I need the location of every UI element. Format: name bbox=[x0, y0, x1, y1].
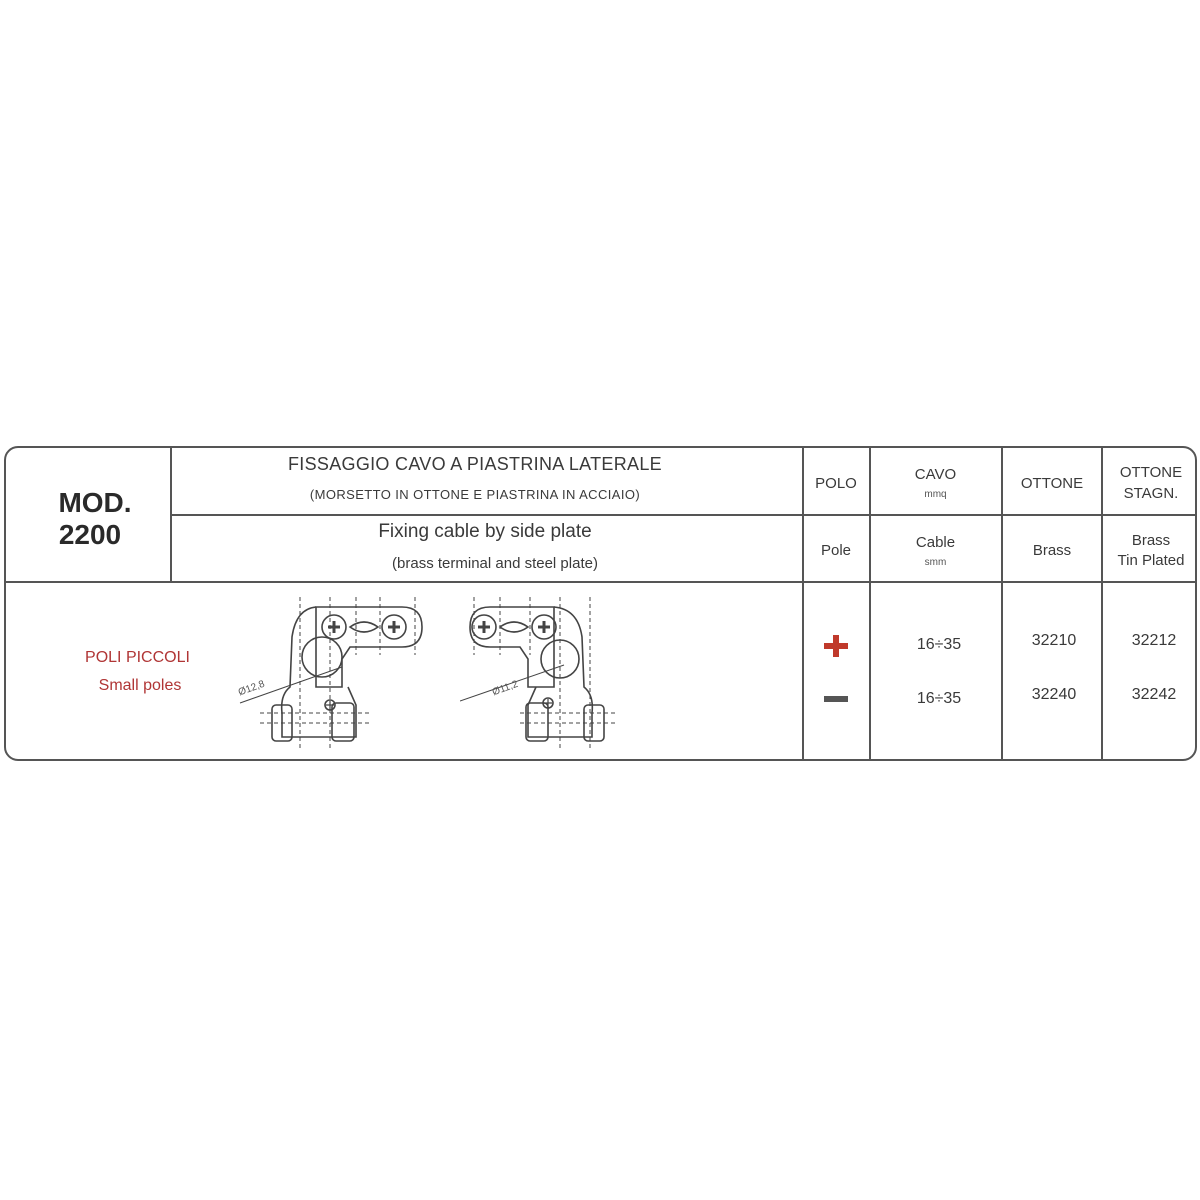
row1-tin-code: 32212 bbox=[1131, 632, 1177, 649]
left-diameter-label: Ø12,8 bbox=[236, 678, 267, 699]
row2-cable: 16÷35 bbox=[916, 690, 962, 707]
pole-header-en: Pole bbox=[820, 542, 852, 559]
pole-header-it: POLO bbox=[815, 475, 857, 492]
brass-header-en: Brass bbox=[1032, 542, 1072, 559]
row2-tin-code: 32242 bbox=[1131, 686, 1177, 703]
tin-header-it-line2: STAGN. bbox=[1123, 485, 1179, 502]
right-diameter-label: Ø11,2 bbox=[490, 678, 520, 699]
title-italian: FISSAGGIO CAVO A PIASTRINA LATERALE bbox=[288, 454, 662, 474]
cable-unit-it: mmq bbox=[924, 489, 947, 500]
divider-lang bbox=[171, 514, 1197, 516]
divider-brass bbox=[1001, 447, 1003, 760]
row2-brass-code: 32240 bbox=[1031, 686, 1077, 703]
terminal-drawing-right bbox=[460, 595, 620, 753]
subtitle-english: (brass terminal and steel plate) bbox=[392, 555, 598, 572]
model-label: MOD. bbox=[58, 487, 132, 518]
plus-pole-icon bbox=[824, 635, 848, 657]
tin-header-en-line1: Brass bbox=[1131, 532, 1171, 549]
minus-pole-icon bbox=[824, 696, 848, 702]
divider-pole bbox=[802, 447, 804, 760]
tin-header-en-line2: Tin Plated bbox=[1117, 552, 1185, 569]
cable-header-it: CAVO bbox=[914, 466, 957, 483]
brass-header-it: OTTONE bbox=[1020, 475, 1084, 492]
title-english: Fixing cable by side plate bbox=[378, 521, 592, 542]
terminal-drawing-left bbox=[230, 595, 430, 753]
category-english: Small poles bbox=[98, 677, 182, 694]
subtitle-italian: (MORSETTO IN OTTONE E PIASTRINA IN ACCIAIO) bbox=[309, 487, 641, 502]
divider-header bbox=[5, 581, 1197, 583]
row1-brass-code: 32210 bbox=[1031, 632, 1077, 649]
model-number: 2200 bbox=[58, 519, 122, 550]
row1-cable: 16÷35 bbox=[916, 636, 962, 653]
tin-header-it-line1: OTTONE bbox=[1119, 464, 1183, 481]
cable-header-en: Cable bbox=[915, 534, 956, 551]
cable-unit-en: smm bbox=[924, 557, 947, 568]
category-italian: POLI PICCOLI bbox=[85, 649, 190, 666]
